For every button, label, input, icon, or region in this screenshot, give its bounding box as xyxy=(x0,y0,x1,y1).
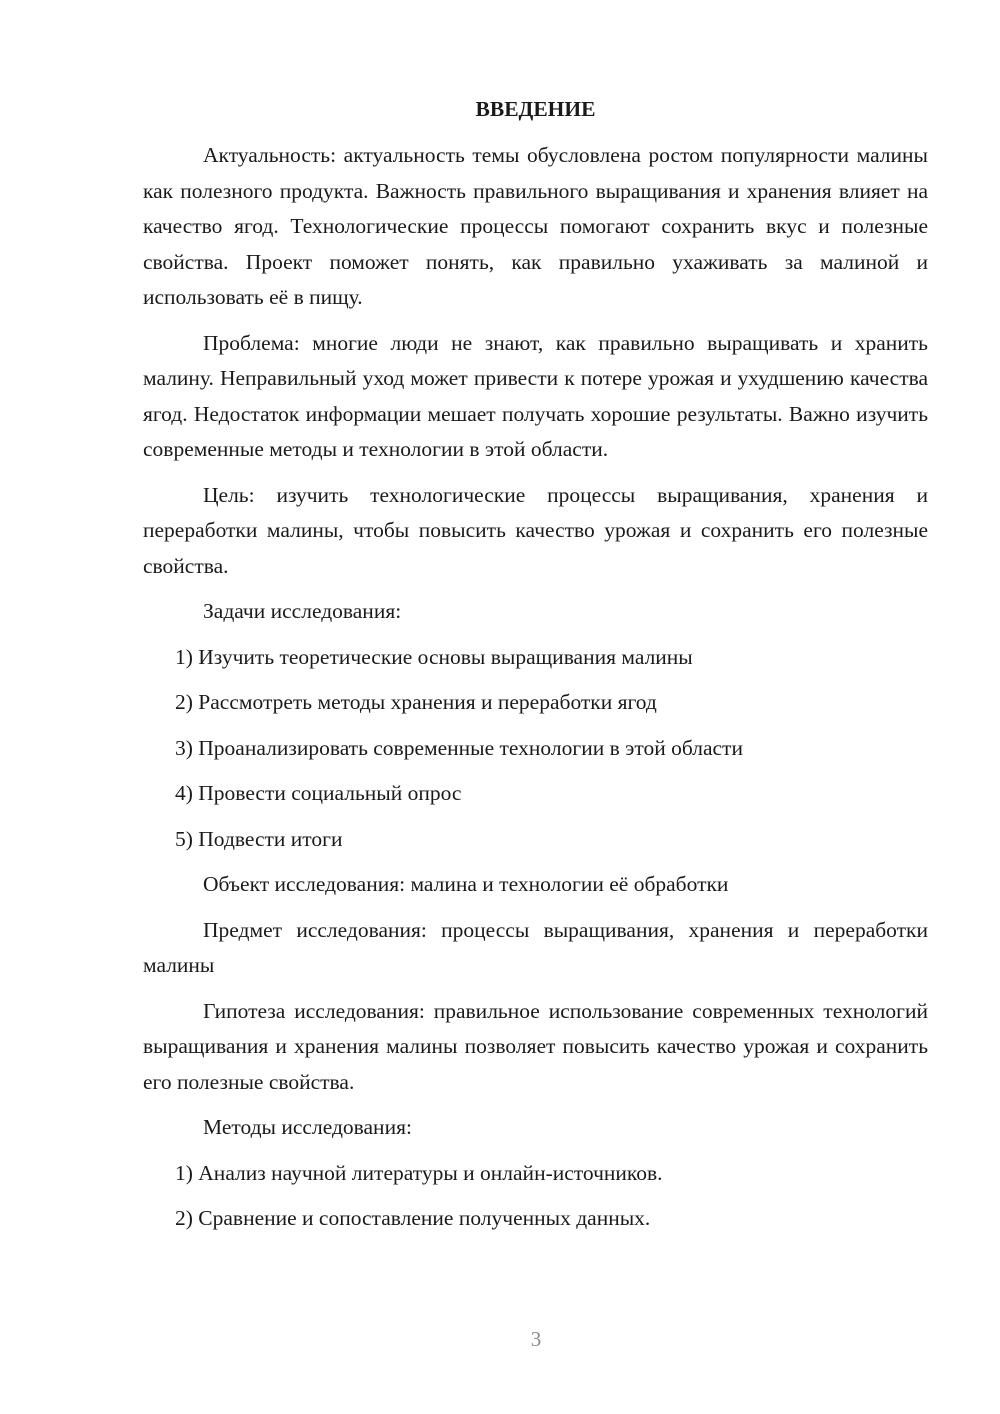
hypothesis-paragraph: Гипотеза исследования: правильное использование современных технологий выращивания и хранения малины позволяет повысить качество урожая и сохранить его полезные свойства. xyxy=(143,998,928,1094)
object-paragraph: Объект исследования: малина и технологии её обработки xyxy=(203,872,729,896)
document-page xyxy=(143,92,928,1237)
goal-paragraph: Цель: изучить технологические процессы выращивания, хранения и переработки малины, чтобы повысить качество урожая и сохранить его полезные свойства. xyxy=(143,482,928,578)
page-title: ВВЕДЕНИЕ xyxy=(475,97,596,121)
method-item-1: 1) Анализ научной литературы и онлайн-источников. xyxy=(175,1160,663,1185)
task-item-4: 4) Провести социальный опрос xyxy=(175,781,462,805)
task-item-1: 1) Изучить теоретические основы выращивания малины xyxy=(175,644,693,669)
tasks-label: Задачи исследования: xyxy=(203,599,402,623)
subject-paragraph: Предмет исследования: процессы выращивания, хранения и переработки малины xyxy=(143,917,928,977)
method-item-2: 2) Сравнение и сопоставление полученных данных. xyxy=(175,1206,651,1230)
methods-label: Методы исследования: xyxy=(203,1115,412,1139)
relevance-paragraph: Актуальность: актуальность темы обусловлена ростом популярности малины как полезного продукта. Важность правильного выращивания и хранения влияет на качество ягод. Технологические процессы помогают сохранить вкус и полезные свойства. Проект поможет понять, как правильно ухаживать за малиной и использовать её в пищу. xyxy=(143,143,928,309)
task-item-3: 3) Проанализировать современные технологии в этой области xyxy=(175,735,743,760)
task-item-5: 5) Подвести итоги xyxy=(175,826,343,851)
task-item-2: 2) Рассмотреть методы хранения и переработки ягод xyxy=(175,690,657,714)
page-number: 3 xyxy=(530,1327,542,1351)
problem-paragraph: Проблема: многие люди не знают, как правильно выращивать и хранить малину. Неправильный уход может привести к потере урожая и ухудшению качества ягод. Недостаток информации мешает получать хорошие результаты. Важно изучить современные методы и технологии в этой области. xyxy=(143,330,928,461)
